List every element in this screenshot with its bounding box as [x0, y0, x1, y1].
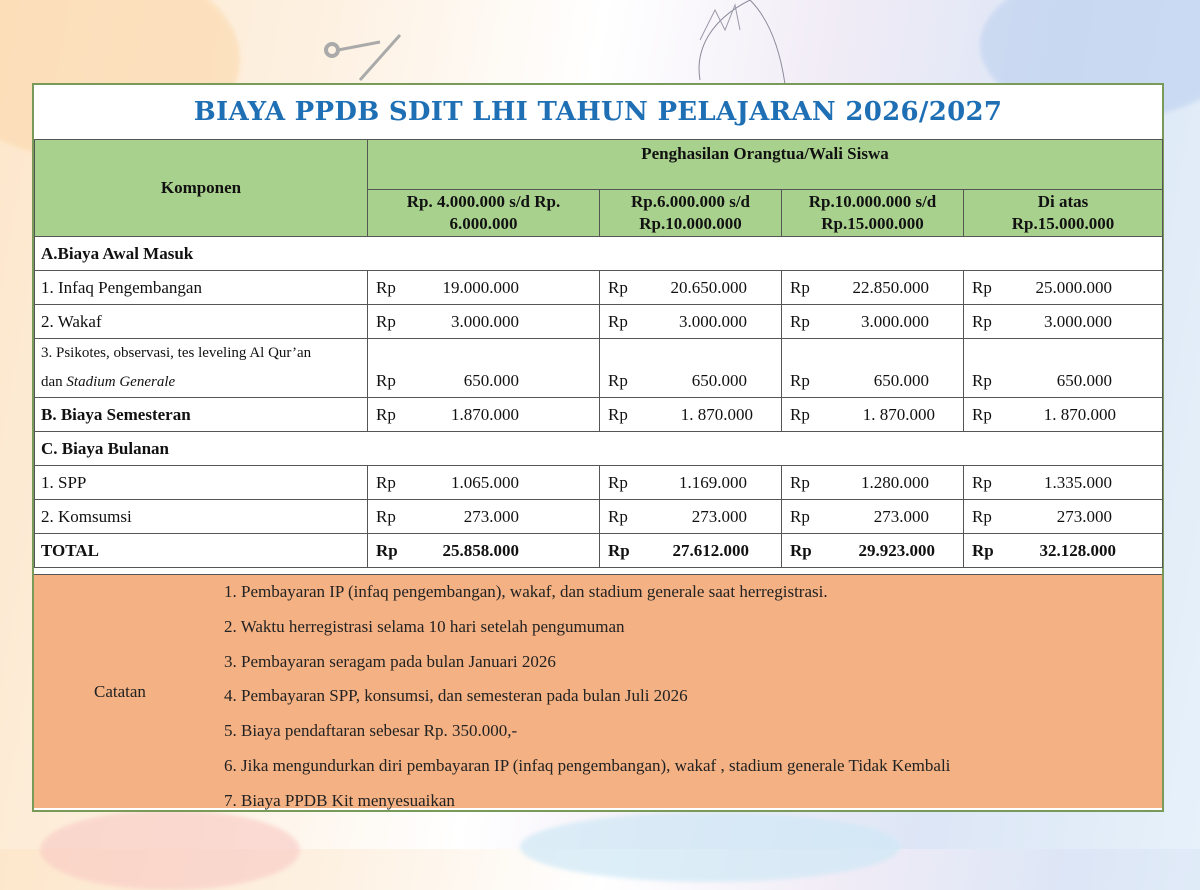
scissors-sketch-icon: [320, 30, 410, 85]
currency: Rp: [790, 311, 810, 331]
currency: Rp: [608, 311, 628, 331]
currency: Rp: [376, 404, 396, 424]
section-c-label: C. Biaya Bulanan: [35, 432, 1163, 466]
amount-cell: [368, 500, 600, 534]
amount: 3.000.000: [861, 311, 929, 331]
currency: Rp: [972, 404, 992, 424]
section-row-c: [35, 432, 1163, 466]
note-item: 2. Waktu herregistrasi selama 10 hari setelah pengumuman: [224, 616, 625, 636]
header-komponen: Komponen: [35, 140, 368, 237]
currency: Rp: [376, 540, 398, 560]
amount-cell: [600, 305, 782, 339]
row-label-line: 3. Psikotes, observasi, tes leveling Al Qur’an: [41, 345, 312, 361]
currency: Rp: [608, 277, 628, 297]
currency: Rp: [790, 540, 812, 560]
fee-document: [32, 83, 1164, 812]
note-item: 4. Pembayaran SPP, konsumsi, dan semesteran pada bulan Juli 2026: [224, 686, 688, 706]
section-b-label: B. Biaya Semesteran: [35, 398, 368, 432]
currency: Rp: [376, 472, 396, 492]
header-income-col-2: [600, 190, 782, 237]
row-label: 2. Komsumsi: [35, 500, 368, 534]
amount-cell: [782, 500, 964, 534]
note-item: 5. Biaya pendaftaran sebesar Rp. 350.000,-: [224, 721, 518, 741]
currency: Rp: [972, 311, 992, 331]
total-amount: 25.858.000: [442, 540, 519, 560]
amount: 1. 870.000: [862, 404, 935, 424]
amount-cell: [368, 305, 600, 339]
currency: Rp: [972, 472, 992, 492]
total-label: TOTAL: [35, 534, 368, 568]
notes-section: [34, 574, 1162, 808]
currency: Rp: [608, 404, 628, 424]
amount-cell: [964, 466, 1163, 500]
amount-cell: [368, 271, 600, 305]
currency: Rp: [972, 277, 992, 297]
currency: Rp: [972, 371, 992, 390]
row-label-prefix: dan: [41, 374, 67, 390]
currency: Rp: [790, 404, 810, 424]
section-row-a: [35, 237, 1163, 271]
currency: Rp: [790, 371, 810, 390]
page-title: BIAYA PPDB SDIT LHI TAHUN PELAJARAN 2026/2027: [193, 97, 1003, 127]
amount-cell: [600, 466, 782, 500]
currency: Rp: [608, 506, 628, 526]
amount-cell: [600, 398, 782, 432]
row-label-italic: Stadium Generale: [66, 374, 176, 390]
row-label: 1. Infaq Pengembangan: [35, 271, 368, 305]
amount-cell: [782, 339, 964, 398]
amount-cell: [600, 339, 782, 398]
background-blob-lightblue: [520, 812, 900, 882]
amount: 650.000: [1056, 371, 1112, 390]
table-row-spp: [35, 466, 1163, 500]
note-item: 6. Jika mengundurkan diri pembayaran IP (infaq pengembangan), wakaf , stadium generale Tidak Kembali: [224, 755, 951, 775]
amount: 273.000: [463, 506, 519, 526]
amount: 650.000: [873, 371, 929, 390]
amount: 273.000: [873, 506, 929, 526]
fee-table: [34, 139, 1163, 568]
currency: Rp: [376, 506, 396, 526]
amount-cell: [600, 271, 782, 305]
amount: 1.280.000: [861, 472, 929, 492]
header-line: Rp. 4.000.000 s/d Rp.: [406, 192, 561, 211]
currency: Rp: [376, 371, 396, 390]
row-label: 1. SPP: [35, 466, 368, 500]
currency: Rp: [608, 371, 628, 390]
amount: 20.650.000: [670, 277, 747, 297]
currency: Rp: [972, 540, 994, 560]
amount: 1. 870.000: [680, 404, 753, 424]
amount-cell: [782, 271, 964, 305]
total-cell: [964, 534, 1163, 568]
header-line: Rp.10.000.000: [639, 214, 742, 233]
currency: Rp: [790, 472, 810, 492]
currency: Rp: [376, 311, 396, 331]
amount: 1.335.000: [1044, 472, 1112, 492]
currency: Rp: [608, 540, 630, 560]
currency: Rp: [790, 277, 810, 297]
amount: 25.000.000: [1035, 277, 1112, 297]
notes-list: [224, 577, 950, 821]
amount: 1.169.000: [679, 472, 747, 492]
amount: 3.000.000: [451, 311, 519, 331]
amount: 22.850.000: [852, 277, 929, 297]
amount-cell: [964, 398, 1163, 432]
strawberry-sketch-icon: [690, 0, 800, 84]
row-label: [35, 339, 368, 398]
table-row-total: [35, 534, 1163, 568]
currency: Rp: [376, 277, 396, 297]
note-item: 7. Biaya PPDB Kit menyesuaikan: [224, 790, 455, 810]
amount-cell: [782, 398, 964, 432]
currency: Rp: [790, 506, 810, 526]
amount-cell: [964, 271, 1163, 305]
amount: 1.065.000: [451, 472, 519, 492]
total-cell: [368, 534, 600, 568]
row-label: 2. Wakaf: [35, 305, 368, 339]
amount-cell: [782, 305, 964, 339]
total-amount: 29.923.000: [858, 540, 935, 560]
header-line: Rp.10.000.000 s/d: [808, 192, 937, 211]
header-line: Di atas: [1037, 192, 1089, 211]
note-item: 1. Pembayaran IP (infaq pengembangan), wakaf, dan stadium generale saat herregistrasi.: [224, 582, 828, 601]
table-row-wakaf: [35, 305, 1163, 339]
amount-cell: [964, 305, 1163, 339]
total-amount: 32.128.000: [1039, 540, 1116, 560]
amount-cell: [600, 500, 782, 534]
amount-cell: [964, 500, 1163, 534]
header-income-col-3: [782, 190, 964, 237]
amount-cell: [368, 339, 600, 398]
table-row-infaq: [35, 271, 1163, 305]
amount: 19.000.000: [442, 277, 519, 297]
header-income-col-1: [368, 190, 600, 237]
header-line: Rp.15.000.000: [1011, 214, 1115, 233]
amount-cell: [782, 466, 964, 500]
total-cell: [782, 534, 964, 568]
amount: 650.000: [691, 371, 747, 390]
amount: 1.870.000: [451, 404, 519, 424]
total-cell: [600, 534, 782, 568]
amount-cell: [964, 339, 1163, 398]
notes-label: Catatan: [94, 681, 146, 701]
currency: Rp: [608, 472, 628, 492]
note-item: 3. Pembayaran seragam pada bulan Januari 2026: [224, 651, 556, 671]
amount: 3.000.000: [679, 311, 747, 331]
table-row-psikotes: [35, 339, 1163, 398]
total-amount: 27.612.000: [672, 540, 749, 560]
header-line: Rp.15.000.000: [821, 214, 924, 233]
amount: 273.000: [1056, 506, 1112, 526]
amount: 3.000.000: [1044, 311, 1112, 331]
table-row-konsumsi: [35, 500, 1163, 534]
amount: 650.000: [463, 371, 519, 390]
header-line: Rp.6.000.000 s/d: [630, 192, 751, 211]
background-blob-pink: [40, 810, 300, 890]
header-income-group: Penghasilan Orangtua/Wali Siswa: [368, 140, 1163, 190]
row-label-line: [41, 368, 367, 397]
amount-cell: [368, 398, 600, 432]
currency: Rp: [972, 506, 992, 526]
header-line: 6.000.000: [449, 214, 518, 233]
section-a-label: A.Biaya Awal Masuk: [35, 237, 1163, 271]
amount: 1. 870.000: [1043, 404, 1116, 424]
amount: 273.000: [691, 506, 747, 526]
header-income-col-4: [964, 190, 1163, 237]
table-row-semesteran: [35, 398, 1163, 432]
amount-cell: [368, 466, 600, 500]
